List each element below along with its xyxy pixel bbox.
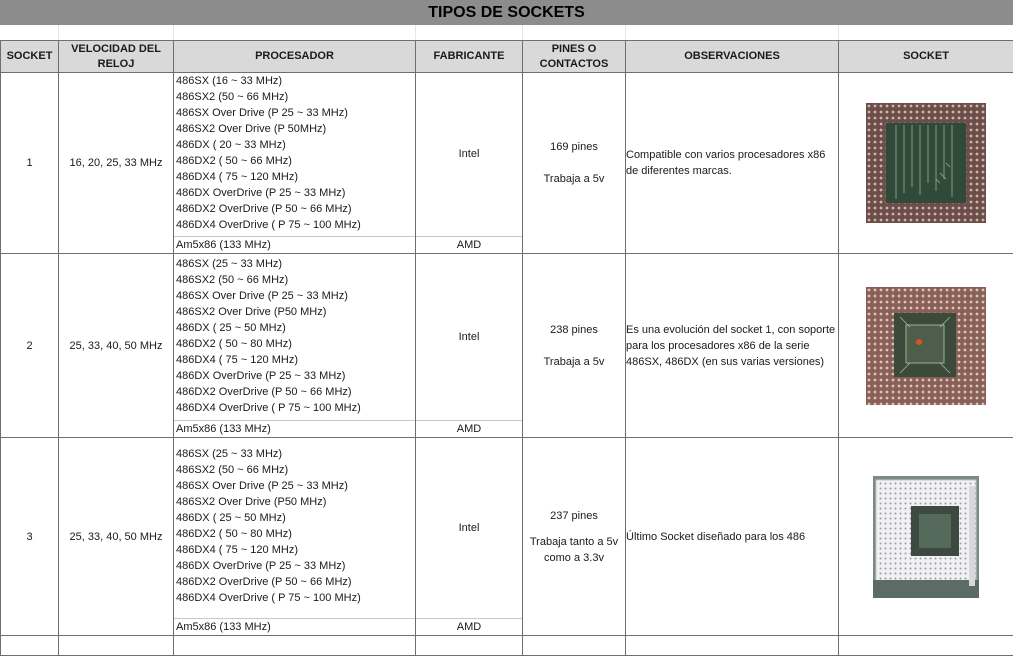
processor-item: 486DX ( 25 ~ 50 MHz): [174, 320, 415, 336]
intel-processor-list: [174, 438, 415, 618]
amd-processor-item: Am5x86 (133 MHz): [174, 236, 415, 253]
processor-item: 486DX4 ( 75 ~ 120 MHz): [174, 169, 415, 185]
processor-item: 486SX2 Over Drive (P50 MHz): [174, 494, 415, 510]
processor-item: 486DX OverDrive (P 25 ~ 33 MHz): [174, 185, 415, 201]
processor-item: 486SX (25 ~ 33 MHz): [174, 256, 415, 272]
manufacturer-intel: Intel: [416, 73, 522, 236]
manufacturer-intel: Intel: [416, 254, 522, 420]
socket-image-cell[interactable]: [839, 438, 1013, 636]
pins-cell[interactable]: [523, 73, 626, 254]
processor-item: 486SX Over Drive (P 25 ~ 33 MHz): [174, 288, 415, 304]
col-header-pins[interactable]: [523, 41, 626, 73]
processor-item: 486DX4 ( 75 ~ 120 MHz): [174, 542, 415, 558]
col-header-speed[interactable]: [59, 41, 174, 73]
processor-cell[interactable]: [174, 438, 416, 636]
sockets-table: [0, 40, 1013, 656]
col-header-processor[interactable]: PROCESADOR: [174, 41, 416, 73]
amd-processor-item: Am5x86 (133 MHz): [174, 618, 415, 635]
manufacturer-cell[interactable]: [416, 438, 523, 636]
voltage-text: Trabaja a 5v: [523, 354, 625, 370]
col-header-socket[interactable]: SOCKET: [1, 41, 59, 73]
pins-cell[interactable]: [523, 254, 626, 438]
manufacturer-cell[interactable]: [416, 254, 523, 438]
manufacturer-intel: Intel: [416, 438, 522, 618]
manufacturer-amd: AMD: [416, 420, 522, 437]
processor-item: 486SX (25 ~ 33 MHz): [174, 446, 415, 462]
processor-item: 486SX2 (50 ~ 66 MHz): [174, 89, 415, 105]
observations-cell[interactable]: Último Socket diseñado para los 486: [626, 438, 839, 636]
processor-item: 486DX2 ( 50 ~ 80 MHz): [174, 336, 415, 352]
table-row: [1, 73, 1013, 254]
processor-item: 486DX2 ( 50 ~ 66 MHz): [174, 153, 415, 169]
processor-item: 486DX2 OverDrive (P 50 ~ 66 MHz): [174, 384, 415, 400]
processor-item: 486DX2 OverDrive (P 50 ~ 66 MHz): [174, 574, 415, 590]
sheet-title: TIPOS DE SOCKETS: [0, 0, 1013, 25]
voltage-text: Trabaja tanto a 5v como a 3.3v: [523, 534, 625, 566]
pin-count: 169 pines: [523, 139, 625, 155]
observations-cell[interactable]: Compatible con varios procesadores x86 de diferentes marcas.: [626, 73, 839, 254]
processor-item: 486SX2 Over Drive (P 50MHz): [174, 121, 415, 137]
socket-number-cell[interactable]: 2: [1, 254, 59, 438]
pins-header-line2: CONTACTOS: [540, 58, 609, 70]
processor-item: 486DX2 ( 50 ~ 80 MHz): [174, 526, 415, 542]
processor-item: 486DX4 OverDrive ( P 75 ~ 100 MHz): [174, 590, 415, 606]
observations-cell[interactable]: Es una evolución del socket 1, con soporte para los procesadores x86 de la serie 486SX, 486DX (en sus varias versiones): [626, 254, 839, 438]
processor-item: 486SX2 (50 ~ 66 MHz): [174, 272, 415, 288]
spacer-row: [0, 25, 1013, 41]
pins-header-line1: PINES O: [552, 43, 597, 55]
processor-item: 486DX OverDrive (P 25 ~ 33 MHz): [174, 558, 415, 574]
processor-item: 486SX2 (50 ~ 66 MHz): [174, 462, 415, 478]
socket-image-cell[interactable]: [839, 254, 1013, 438]
processor-item: 486DX ( 20 ~ 33 MHz): [174, 137, 415, 153]
processor-cell[interactable]: [174, 254, 416, 438]
amd-processor-item: Am5x86 (133 MHz): [174, 420, 415, 437]
socket-number-cell[interactable]: 1: [1, 73, 59, 254]
speed-header-line1: VELOCIDAD DEL: [71, 43, 161, 55]
processor-item: 486SX Over Drive (P 25 ~ 33 MHz): [174, 478, 415, 494]
manufacturer-amd: AMD: [416, 236, 522, 253]
socket-image-cell[interactable]: [839, 73, 1013, 254]
col-header-manufacturer[interactable]: FABRICANTE: [416, 41, 523, 73]
processor-item: 486DX4 ( 75 ~ 120 MHz): [174, 352, 415, 368]
processor-item: 486DX OverDrive (P 25 ~ 33 MHz): [174, 368, 415, 384]
intel-processor-list: [174, 73, 415, 236]
processor-item: 486DX4 OverDrive ( P 75 ~ 100 MHz): [174, 217, 415, 233]
pin-count: 238 pines: [523, 322, 625, 338]
clock-speed-cell[interactable]: 25, 33, 40, 50 MHz: [59, 438, 174, 636]
clock-speed-cell[interactable]: 25, 33, 40, 50 MHz: [59, 254, 174, 438]
processor-item: 486SX2 Over Drive (P50 MHz): [174, 304, 415, 320]
manufacturer-cell[interactable]: [416, 73, 523, 254]
header-row: [1, 41, 1013, 73]
intel-processor-list: [174, 254, 415, 420]
socket-3-photo: [873, 476, 979, 598]
socket-number-cell[interactable]: 3: [1, 438, 59, 636]
processor-item: 486DX2 OverDrive (P 50 ~ 66 MHz): [174, 201, 415, 217]
voltage-text: Trabaja a 5v: [523, 171, 625, 187]
processor-cell[interactable]: [174, 73, 416, 254]
manufacturer-amd: AMD: [416, 618, 522, 635]
table-row: [1, 438, 1013, 636]
pin-count: 237 pines: [523, 508, 625, 524]
clock-speed-cell[interactable]: 16, 20, 25, 33 MHz: [59, 73, 174, 254]
socket-2-photo: [866, 287, 986, 405]
col-header-image[interactable]: SOCKET: [839, 41, 1013, 73]
speed-header-line2: RELOJ: [98, 58, 135, 70]
processor-item: 486DX ( 25 ~ 50 MHz): [174, 510, 415, 526]
table-row: [1, 254, 1013, 438]
processor-item: 486DX4 OverDrive ( P 75 ~ 100 MHz): [174, 400, 415, 416]
pins-cell[interactable]: [523, 438, 626, 636]
col-header-observations[interactable]: OBSERVACIONES: [626, 41, 839, 73]
table-row-partial: [1, 636, 1013, 656]
processor-item: 486SX (16 ~ 33 MHz): [174, 73, 415, 89]
processor-item: 486SX Over Drive (P 25 ~ 33 MHz): [174, 105, 415, 121]
socket-1-photo: [866, 103, 986, 223]
